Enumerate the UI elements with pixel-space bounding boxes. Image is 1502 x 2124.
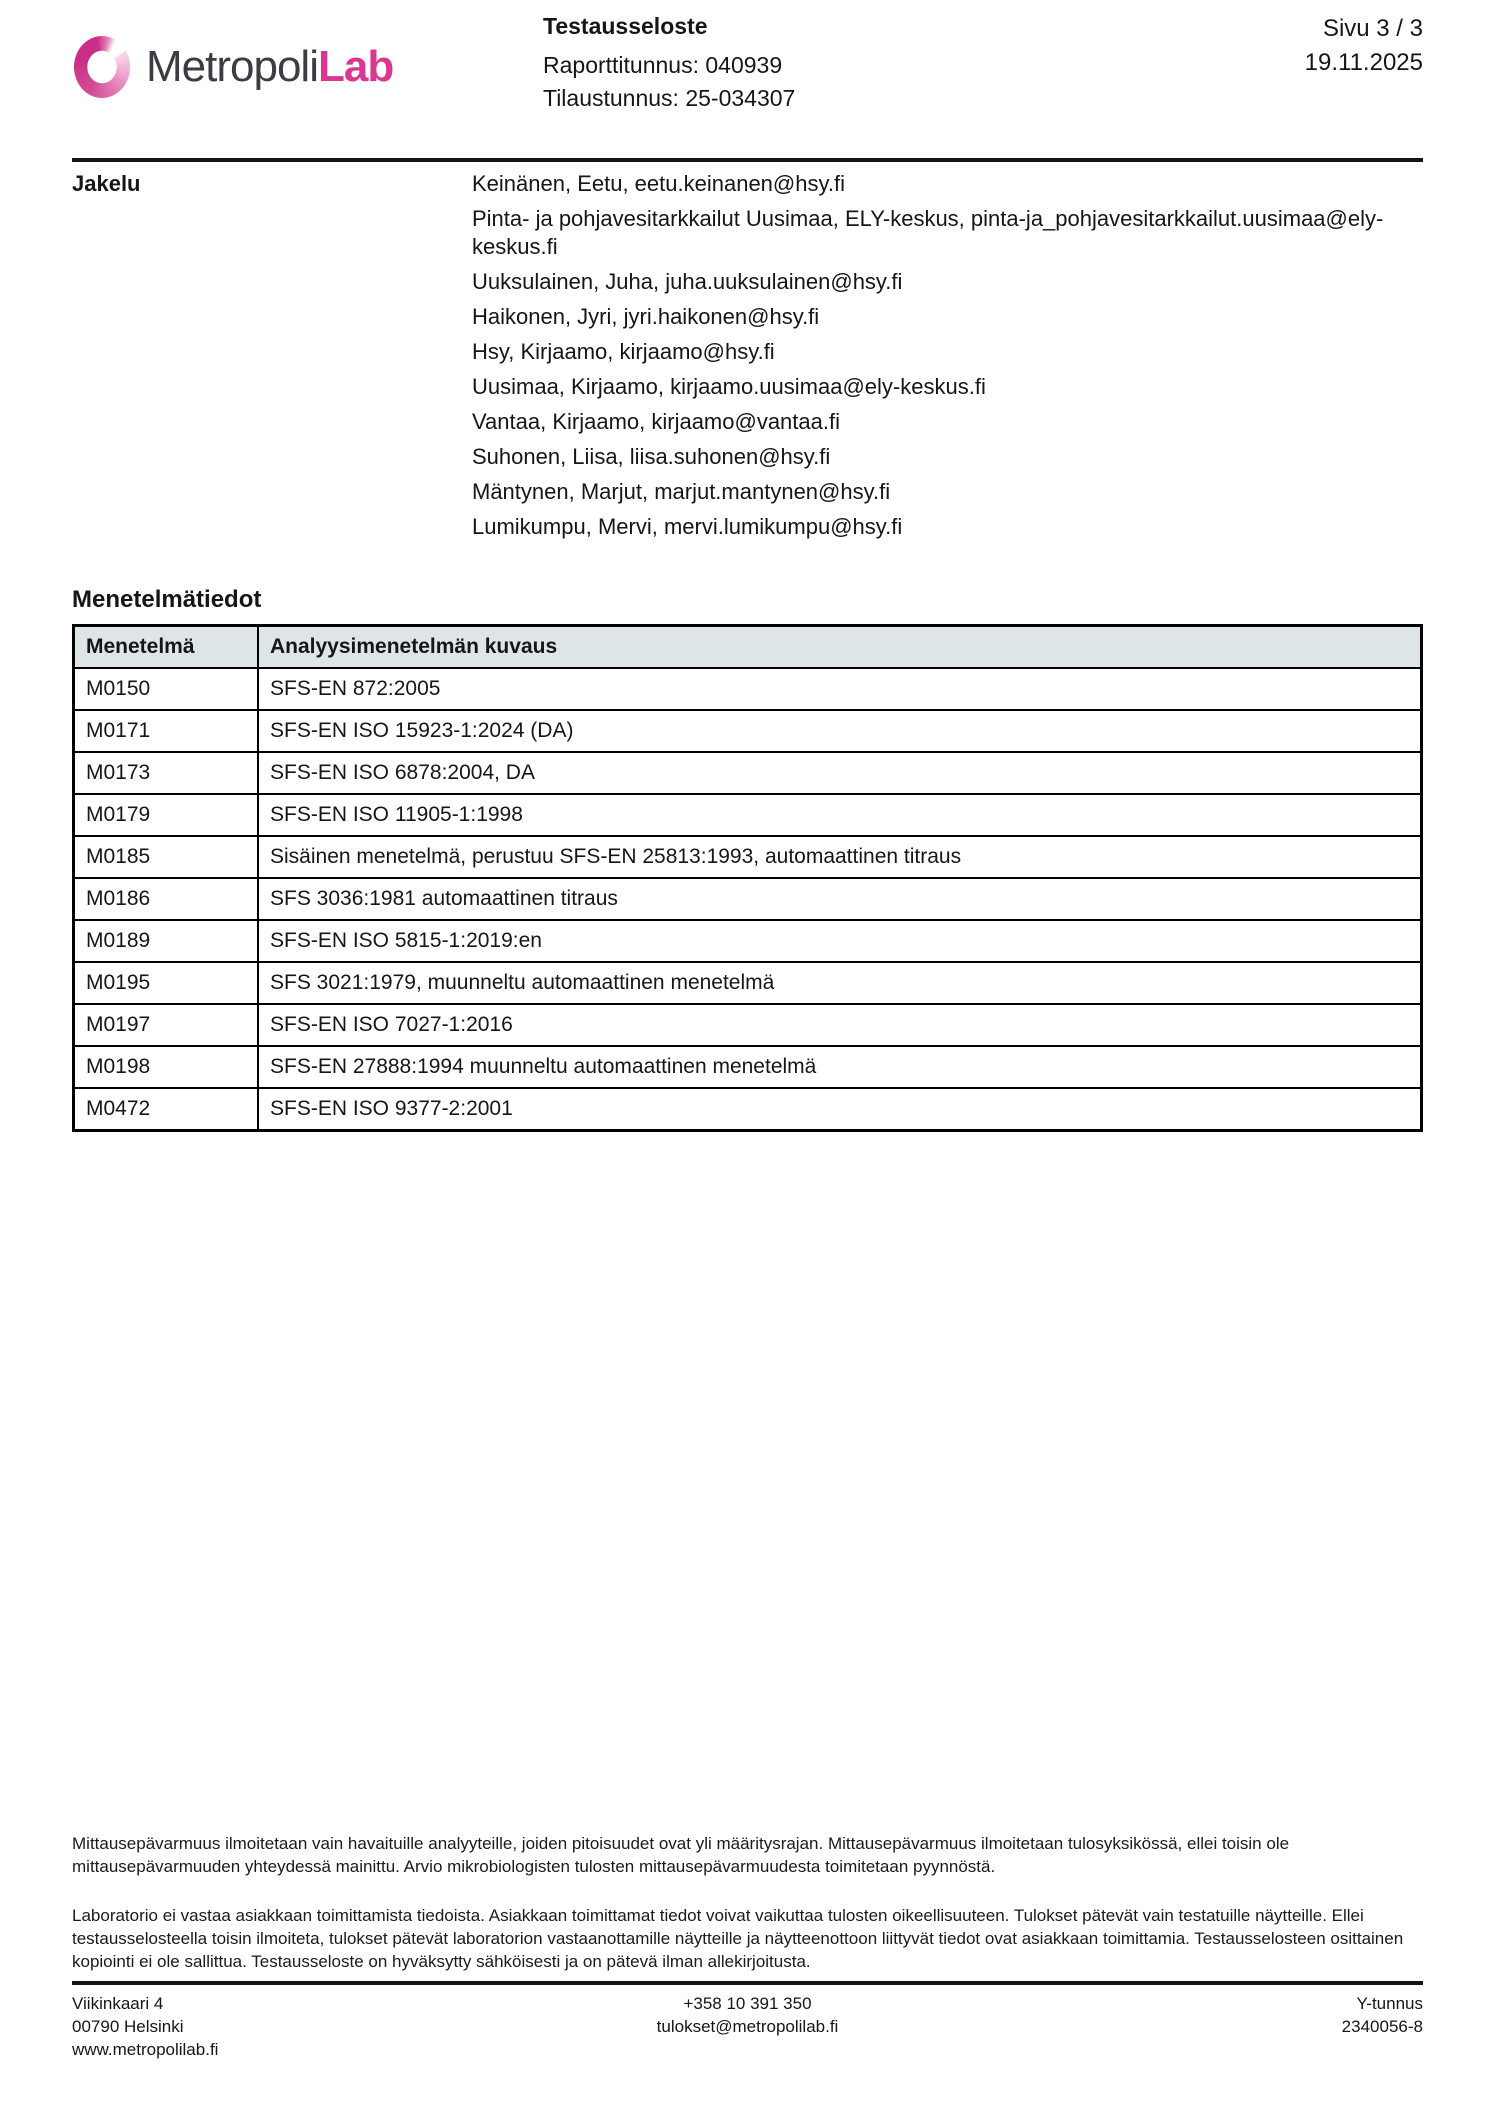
table-row: [74, 668, 1422, 710]
brand-accent: Lab: [317, 42, 394, 91]
recipient: Vantaa, Kirjaamo, kirjaamo@vantaa.fi: [472, 409, 840, 434]
recipient: Lumikumpu, Mervi, mervi.lumikumpu@hsy.fi: [472, 514, 903, 539]
report-date: 19.11.2025: [1304, 49, 1423, 76]
footer-contact: [522, 1992, 972, 2061]
methods-table-header-row: [74, 626, 1422, 669]
disclaimer-paragraph-liability: Laboratorio ei vastaa asiakkaan toimittamista tiedoista. Asiakkaan toimittamat tiedot voivat vaikuttaa tulosten oikeellisuuteen. Tulokset pätevät vain testatuille näytteille. Ellei testausselosteella toisin ilmoiteta, tulokset pätevät laboratorion vastaanottamille näytteille ja näytteenottoon liittyvät tiedot ovat asiakkaan toimittamia. Testausselosteen osittainen kopiointi ei ole sallittua. Testausseloste on hyväksytty sähköisesti ja on pätevä ilman allekirjoitusta.: [72, 1906, 1404, 1971]
table-row: [74, 1046, 1422, 1088]
method-code-cell: M0150: [74, 668, 259, 710]
method-description-cell: SFS 3021:1979, muunneltu automaattinen menetelmä: [258, 962, 1422, 1004]
recipient: Uuksulainen, Juha, juha.uuksulainen@hsy.fi: [472, 269, 903, 294]
table-row: [74, 920, 1422, 962]
method-code-cell: M0189: [74, 920, 259, 962]
column-header-method: Menetelmä: [74, 626, 259, 669]
business-id-value: 2340056-8: [1341, 2017, 1423, 2036]
method-description-cell: SFS-EN ISO 7027-1:2016: [258, 1004, 1422, 1046]
brand-text: [146, 42, 393, 92]
table-row: [74, 752, 1422, 794]
recipient: Haikonen, Jyri, jyri.haikonen@hsy.fi: [472, 304, 820, 329]
method-code-cell: M0198: [74, 1046, 259, 1088]
method-code-cell: M0186: [74, 878, 259, 920]
document-footer: [72, 1981, 1423, 2061]
methods-table-body: [74, 668, 1422, 1131]
footer-address-line: Viikinkaari 4: [72, 1994, 164, 2013]
table-row: [74, 962, 1422, 1004]
method-code-cell: M0173: [74, 752, 259, 794]
recipient-list: [472, 170, 1423, 548]
footer-business-id: [973, 1992, 1423, 2061]
footer-address-line: www.metropolilab.fi: [72, 2040, 219, 2059]
method-description-cell: SFS-EN ISO 15923-1:2024 (DA): [258, 710, 1422, 752]
brand-primary: Metropoli: [146, 42, 318, 91]
method-description-cell: SFS-EN 27888:1994 muunneltu automaattinen menetelmä: [258, 1046, 1422, 1088]
methods-table: [72, 624, 1423, 1132]
metropolilab-logo: [74, 36, 393, 98]
table-row: [74, 1004, 1422, 1046]
method-code-cell: M0472: [74, 1088, 259, 1131]
footer-address-line: 00790 Helsinki: [72, 2017, 184, 2036]
method-code-cell: M0185: [74, 836, 259, 878]
footer-contact-line: tulokset@metropolilab.fi: [656, 2017, 839, 2036]
recipient: Mäntynen, Marjut, marjut.mantynen@hsy.fi: [472, 479, 891, 504]
recipient: Hsy, Kirjaamo, kirjaamo@hsy.fi: [472, 339, 775, 364]
header-document-info: [543, 12, 795, 115]
disclaimer-paragraph-uncertainty: Mittausepävarmuus ilmoitetaan vain havaituille analyyteille, joiden pitoisuudet ovat yli määritysrajan. Mittausepävarmuus ilmoitetaan tulosyksikössä, ellei toisin ole mittausepävarmuuden yhteydessä mainittu. Arvio mikrobiologisten tulosten mittausepävarmuudesta toimitetaan pyynnöstä.: [72, 1834, 1290, 1876]
metropolilab-ring-icon: [74, 36, 130, 98]
recipient: Suhonen, Liisa, liisa.suhonen@hsy.fi: [472, 444, 831, 469]
method-description-cell: SFS-EN ISO 6878:2004, DA: [258, 752, 1422, 794]
method-description-cell: SFS-EN 872:2005: [258, 668, 1422, 710]
column-header-description: Analyysimenetelmän kuvaus: [258, 626, 1422, 669]
recipient: Uusimaa, Kirjaamo, kirjaamo.uusimaa@ely-keskus.fi: [472, 374, 986, 399]
method-code-cell: M0195: [74, 962, 259, 1004]
table-row: [74, 710, 1422, 752]
distribution-section: [72, 162, 1423, 548]
method-code-cell: M0197: [74, 1004, 259, 1046]
page-indicator: Sivu 3 / 3: [1322, 15, 1423, 42]
table-row: [74, 836, 1422, 878]
method-code-cell: M0171: [74, 710, 259, 752]
method-description-cell: SFS-EN ISO 9377-2:2001: [258, 1088, 1422, 1131]
method-description-cell: SFS 3036:1981 automaattinen titraus: [258, 878, 1422, 920]
table-row: [74, 794, 1422, 836]
footer-address: [72, 1992, 522, 2061]
recipient: Keinänen, Eetu, eetu.keinanen@hsy.fi: [472, 171, 845, 196]
method-description-cell: Sisäinen menetelmä, perustuu SFS-EN 25813:1993, automaattinen titraus: [258, 836, 1422, 878]
footer-contact-line: +358 10 391 350: [683, 1994, 812, 2013]
table-row: [74, 1088, 1422, 1131]
methods-heading: Menetelmätiedot: [72, 586, 262, 613]
business-id-label: Y-tunnus: [1356, 1994, 1423, 2013]
method-code-cell: M0179: [74, 794, 259, 836]
recipient: Pinta- ja pohjavesitarkkailut Uusimaa, ELY-keskus, pinta-ja_pohjavesitarkkailut.uusimaa@ely-keskus.fi: [472, 206, 1384, 259]
method-description-cell: SFS-EN ISO 11905-1:1998: [258, 794, 1422, 836]
distribution-label: Jakelu: [72, 171, 141, 196]
methods-table-head: [74, 626, 1422, 669]
table-row: [74, 878, 1422, 920]
report-id: Raporttitunnus: 040939: [543, 52, 783, 78]
document-header: [72, 0, 1423, 162]
document-title: Testausseloste: [543, 13, 708, 39]
order-id: Tilaustunnus: 25-034307: [543, 85, 796, 111]
method-description-cell: SFS-EN ISO 5815-1:2019:en: [258, 920, 1422, 962]
disclaimer-section: [72, 1832, 1423, 1973]
header-page-info: [1305, 12, 1423, 80]
